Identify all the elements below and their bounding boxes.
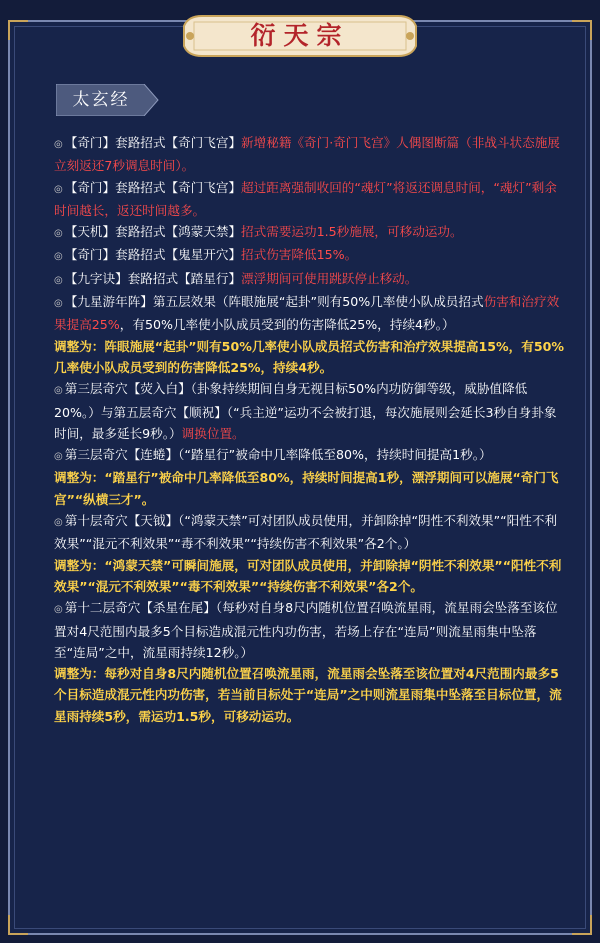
panel-corner-ornament: [572, 20, 592, 40]
bullet-icon: ◎: [54, 228, 63, 240]
adjustment-note: 调整为：阵眼施展“起卦”则有50%几率使小队成员招式伤害和治疗效果提高15%，有50%几率使小队成员受到的伤害降低25%，持续4秒。: [54, 338, 564, 375]
adjustment-note: 调整为：“踏星行”被命中几率降低至80%，持续时间提高1秒，漂浮期间可以施展“奇门飞宫”“纵横三才”。: [54, 470, 559, 507]
patch-notes: [54, 132, 564, 727]
list-item: ◎ 第三层奇穴【荧入白】（卦象持续期间自身无视目标50%内功防御等级，威胁值降低20%。）与第五层奇穴【顺祝】（“兵主逆”运功不会被打退，每次施展则会延长3秒自身卦象时间，最多延长9秒。）调换位置。: [54, 381, 557, 441]
panel-corner-ornament: [8, 20, 28, 40]
bullet-icon: ◎: [54, 183, 63, 195]
list-item: ◎ 第十二层奇穴【杀星在尾】（每秒对自身8尺内随机位置召唤流星雨，流星雨会坠落至该位置对4尺范围内最多5个目标造成混元性内功伤害，若场上存在“连局”则流星雨集中坠落至“连局”之中，流星雨持续12秒。）: [54, 600, 558, 660]
bullet-icon: ◎: [54, 251, 63, 263]
bullet-icon: ◎: [54, 274, 63, 286]
adjustment-note: 调整为：“鸿蒙天禁”可瞬间施展，可对团队成员使用，并卸除掉“阴性不利效果”“阳性不利效果”“混元不利效果”“毒不利效果”“持续伤害不利效果”各2个。: [54, 557, 562, 594]
list-item: ◎ 【天机】套路招式【鸿蒙天禁】招式需要运功1.5秒施展，可移动运功。: [54, 224, 463, 240]
bullet-icon: ◎: [54, 451, 63, 463]
list-item: ◎ 【奇门】套路招式【奇门飞宫】超过距离强制收回的“魂灯”将返还调息时间，“魂灯”剩余时间越长，返还时间越多。: [54, 179, 557, 218]
bullet-icon: ◎: [54, 517, 63, 529]
title-banner: [180, 12, 420, 60]
section-tab: [56, 84, 160, 116]
section-tab-label: 太玄经: [72, 90, 130, 110]
list-item: ◎ 第三层奇穴【连蜷】（“踏星行”被命中几率降低至80%，持续时间提高1秒。）: [54, 447, 492, 463]
list-item: ◎ 【九字诀】套路招式【踏星行】漂浮期间可使用跳跃停止移动。: [54, 270, 418, 286]
page-title: 衍天宗: [250, 21, 350, 50]
bullet-icon: ◎: [54, 385, 63, 397]
bullet-icon: ◎: [54, 298, 63, 310]
list-item: ◎ 【九星游年阵】第五层效果（阵眼施展“起卦”则有50%几率使小队成员招式伤害和治疗效果提高25%，有50%几率使小队成员受到的伤害降低25%，持续4秒。）: [54, 294, 560, 333]
panel-corner-ornament: [8, 915, 28, 935]
list-item: ◎ 【奇门】套路招式【鬼星开穴】招式伤害降低15%。: [54, 247, 358, 263]
bullet-icon: ◎: [54, 604, 63, 616]
panel-corner-ornament: [572, 915, 592, 935]
list-item: ◎ 【奇门】套路招式【奇门飞宫】新增秘籍《奇门·奇门飞宫》人偶图断篇（非战斗状态施展立刻返还7秒调息时间）。: [54, 135, 560, 174]
adjustment-note: 调整为：每秒对自身8尺内随机位置召唤流星雨，流星雨会坠落至该位置对4尺范围内最多5个目标造成混元性内功伤害，若当前目标处于“连局”之中则流星雨集中坠落至目标位置，流星雨持续5秒，需运功1.5秒，可移动运功。: [54, 666, 562, 724]
list-item: ◎ 第十层奇穴【天钺】（“鸿蒙天禁”可对团队成员使用，并卸除掉“阴性不利效果”“阳性不利效果”“混元不利效果”“毒不利效果”“持续伤害不利效果”各2个。）: [54, 513, 558, 552]
bullet-icon: ◎: [54, 139, 63, 150]
